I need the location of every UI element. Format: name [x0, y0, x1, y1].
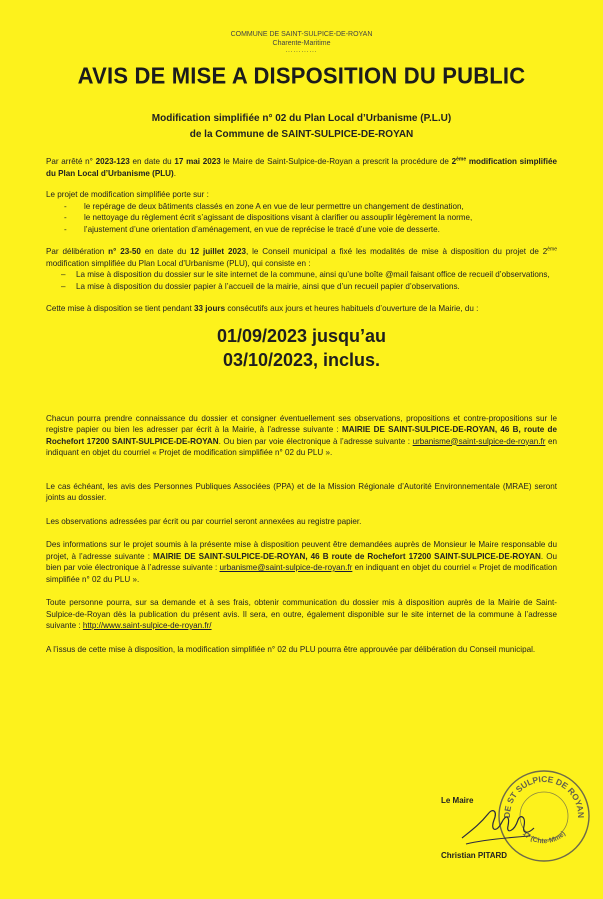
website-link[interactable]: http://www.saint-sulpice-de-royan.fr/ [82, 621, 212, 630]
list-item: - le repérage de deux bâtiments classés en zone A en vue de leur permettre un changement de destination, [46, 201, 557, 213]
subtitle-line-1: Modification simplifiée n° 02 du Plan Local d’Urbanisme (P.L.U) [151, 113, 452, 124]
commune-name: COMMUNE DE SAINT-SULPICE-DE-ROYAN [230, 31, 373, 38]
text: Chacun pourra prendre connaissance du dossier et consigner éventuellement ses observations, propositions et contre-propositions sur le registre papier ou bien les adresser par écrit à la Mairie, à l’adresse suivante : [46, 413, 557, 434]
end-date: 03/10/2023, inclus. [222, 349, 381, 370]
text: consécutifs aux jours et heures habituels d’ouverture de la Mairie, du : [225, 304, 479, 313]
stamp-bottom-text: 17 (Chte-Mme) [520, 830, 568, 846]
text: , le Conseil municipal a fixé les modalités de mise à disposition du projet de 2 [245, 247, 548, 256]
text: Cette mise à disposition se tient pendant [46, 304, 195, 313]
arrete-number: 2023-123 [95, 157, 130, 166]
text: Toute personne pourra, sur sa demande et à ses frais, obtenir communication du dossier mis à disposition auprès de la Mairie de Saint-Sulpice-de-Royan dès la publication du présent avis. Il sera, en outre, également disponible sur le site internet de la commune à l’adresse suivante : [46, 598, 557, 630]
superscript: ème [456, 156, 467, 163]
text: Des informations sur le projet soumis à la présente mise à disposition peuvent être demandées auprès de Monsieur le Maire responsable du projet, à l’adresse suivante : [46, 540, 557, 561]
mairie-address: MAIRIE DE SAINT-SULPICE-DE-ROYAN, 46 B route de Rochefort 17200 SAINT-SULPICE-DE-ROYAN [153, 551, 541, 561]
page-title: AVIS DE MISE A DISPOSITION DU PUBLIC [77, 62, 526, 89]
deliberation-date: 12 juillet 2023 [190, 247, 246, 256]
deliberation-number: n° 23-50 [108, 247, 141, 256]
text: Par arrêté n° [46, 157, 96, 166]
start-date: 01/09/2023 jusqu’au [216, 325, 387, 346]
paragraph-deliberation [46, 246, 557, 269]
paragraph-ppa: Le cas échéant, les avis des Personnes Publiques Associées (PPA) et de la Mission Régionale d’Autorité Environnementale (MRAE) seront joints au dossier. [46, 481, 557, 502]
signer-name: Christian PITARD [441, 851, 508, 860]
text: Par délibération [46, 247, 109, 256]
text: . Ou bien par voie électronique à l’adresse suivante : [218, 436, 413, 446]
header-separator: ............ [285, 48, 318, 54]
paragraph-observations: Les observations adressées par écrit ou par courriel seront annexées au registre papier. [46, 516, 362, 526]
list-item: – La mise à disposition du dossier papier à l’accueil de la mairie, ainsi que d’un recueil papier d’observations. [46, 281, 557, 293]
text: . [173, 168, 176, 178]
mairie-address: MAIRIE DE SAINT-SULPICE-DE-ROYAN, 46 B, route de Rochefort 17200 SAINT-SULPICE-DE-ROYAN [46, 425, 557, 446]
paragraph-duration [46, 303, 557, 315]
handwritten-signature [458, 800, 538, 850]
email-link[interactable]: urbanisme@saint-sulpice-de-royan.fr [219, 563, 353, 572]
stamp-top-text: DE ST SULPICE DE ROYAN [501, 773, 587, 819]
list-item: - le nettoyage du règlement écrit s’agissant de dispositions visant à clarifier ou assouplir légèrement la norme, [46, 212, 557, 224]
arrete-date: 17 mai 2023 [174, 157, 221, 166]
modalities-list [46, 269, 557, 292]
text: le Maire de Saint-Sulpice-de-Royan a prescrit la procédure de [220, 157, 452, 166]
email-link[interactable]: urbanisme@saint-sulpice-de-royan.fr [412, 436, 546, 446]
availability-dates [46, 324, 557, 372]
text: en date du [140, 247, 191, 256]
duration: 33 jours [194, 304, 226, 313]
paragraph-arrete [46, 156, 557, 179]
paragraph-consultation [46, 413, 557, 459]
paragraph-information [46, 539, 557, 585]
text: modification simplifiée du Plan Local d’Urbanisme (PLU) [46, 157, 557, 178]
notice-subtitle [46, 111, 557, 143]
scope-list [46, 201, 557, 236]
list-item: - l’ajustement d’une orientation d’aménagement, en vue de reprécise le tracé d’une voie de desserte. [46, 224, 557, 236]
document-header [46, 30, 557, 54]
text: . Ou bien par voie électronique à l’adresse suivante : [46, 551, 557, 572]
paragraph-scope-intro: Le projet de modification simplifiée porte sur : [46, 190, 209, 199]
superscript: ème [547, 246, 557, 253]
subtitle-line-2: de la Commune de SAINT-SULPICE-DE-ROYAN [189, 129, 414, 140]
paragraph-communication [46, 597, 557, 632]
paragraph-approval: A l’issus de cette mise à disposition, la modification simplifiée n° 02 du PLU pourra être approuvée par délibération du Conseil municipal. [46, 644, 536, 654]
text: en indiquant en objet du courriel « Projet de modification simplifiée n° 02 du PLU ». [46, 563, 557, 584]
signature-label: Le Maire [441, 796, 474, 805]
text: modification simplifiée du Plan Local d’Urbanisme (PLU), qui consiste en : [46, 258, 311, 268]
text: en date du [129, 157, 175, 166]
list-item: – La mise à disposition du dossier sur le site internet de la commune, ainsi qu’une boîte @mail faisant office de recueil d’observations, [46, 269, 557, 281]
department-name: Charente-Maritime [272, 40, 331, 47]
text: 2 [451, 157, 457, 166]
text: en indiquant en objet du courriel « Projet de modification simplifiée n° 02 du PLU ». [46, 436, 558, 457]
